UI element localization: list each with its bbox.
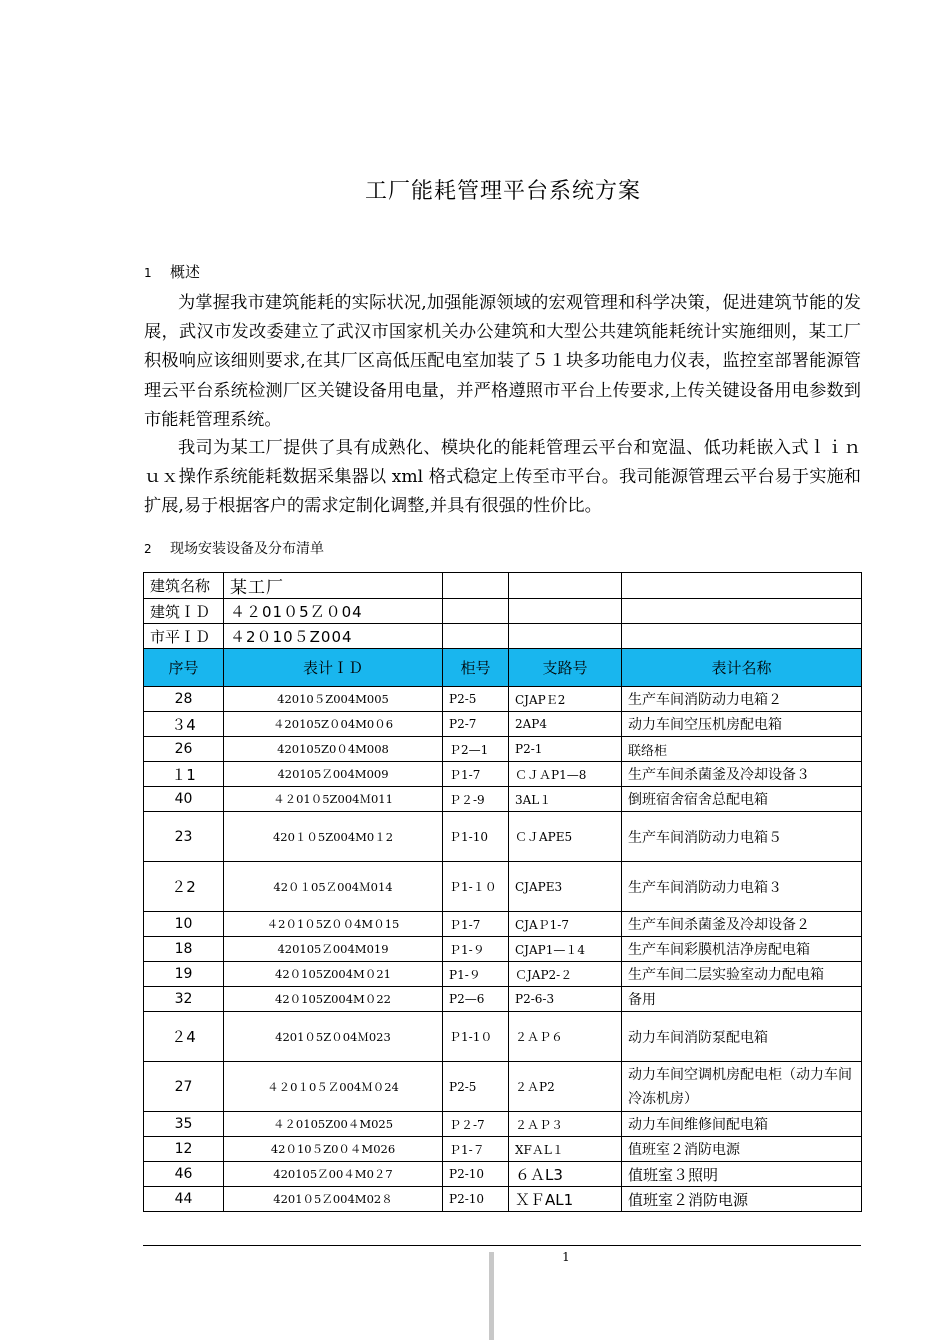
meta-empty-cell xyxy=(622,573,862,599)
meta-label: 市平ＩＤ xyxy=(144,624,224,649)
cell-meter-name: 值班室２消防电源 xyxy=(622,1187,862,1212)
header-cabinet: 柜号 xyxy=(443,649,509,687)
cell-cabinet: P2-5 xyxy=(443,687,509,712)
cell-cabinet: P1-９ xyxy=(443,962,509,987)
cell-cabinet: Ｐ1-7 xyxy=(443,912,509,937)
cell-branch: CJAP1—１4 xyxy=(509,937,622,962)
cell-seq: 32 xyxy=(144,987,224,1012)
cell-meter-name: 值班室２消防电源 xyxy=(622,1137,862,1162)
meta-value: ４2０10５Z004 xyxy=(224,624,443,649)
cell-cabinet: P2-7 xyxy=(443,712,509,737)
cell-meter-id: 4201０5Ｚ004M02８ xyxy=(224,1187,443,1212)
page-gutter-bar xyxy=(489,1252,494,1340)
table-row xyxy=(144,862,862,912)
cell-seq: 40 xyxy=(144,787,224,812)
cell-branch: XFＡL１ xyxy=(509,1137,622,1162)
cell-meter-id: 42０１05Ｚ004Ｍ014 xyxy=(224,862,443,912)
section-2-heading xyxy=(144,538,324,558)
cell-meter-name: 动力车间维修间配电箱 xyxy=(622,1112,862,1137)
cell-meter-id: ４２0105Z00４M025 xyxy=(224,1112,443,1137)
cell-branch: CJAPＥ2 xyxy=(509,687,622,712)
cell-seq: 35 xyxy=(144,1112,224,1137)
cell-cabinet: Ｐ２-9 xyxy=(443,787,509,812)
meta-value: ４２01０5Ｚ０04 xyxy=(224,599,443,624)
cell-cabinet: P2-10 xyxy=(443,1162,509,1187)
table-row xyxy=(144,1012,862,1062)
table-row xyxy=(144,1062,862,1112)
cell-seq: 27 xyxy=(144,1062,224,1112)
cell-branch: ＸＦAL1 xyxy=(509,1187,622,1212)
cell-branch: ＣＪAPE5 xyxy=(509,812,622,862)
cell-seq: 23 xyxy=(144,812,224,862)
cell-seq: 26 xyxy=(144,737,224,762)
table-row xyxy=(144,987,862,1012)
cell-cabinet: Ｐ1-10 xyxy=(443,812,509,862)
meta-empty-cell xyxy=(443,599,509,624)
header-meter-name: 表计名称 xyxy=(622,649,862,687)
cell-meter-id: 42０10５Z0０４M026 xyxy=(224,1137,443,1162)
cell-cabinet: P2-10 xyxy=(443,1187,509,1212)
cell-branch: ６ＡL3 xyxy=(509,1162,622,1187)
table-row xyxy=(144,1137,862,1162)
cell-seq: 12 xyxy=(144,1137,224,1162)
section-2-title: 现场安装设备及分布清单 xyxy=(170,541,324,557)
header-branch: 支路号 xyxy=(509,649,622,687)
cell-seq: 28 xyxy=(144,687,224,712)
meta-label: 建筑ＩＤ xyxy=(144,599,224,624)
meta-value: 某工厂 xyxy=(224,573,443,599)
cell-cabinet: Ｐ1-１０ xyxy=(443,862,509,912)
cell-seq: １1 xyxy=(144,762,224,787)
cell-meter-id: 420105Ｚ00４M0２7 xyxy=(224,1162,443,1187)
cell-branch: ＣJAP2-２ xyxy=(509,962,622,987)
document-title: 工厂能耗管理平台系统方案 xyxy=(364,179,641,204)
table-row xyxy=(144,1187,862,1212)
cell-meter-name: 生产车间杀菌釜及冷却设备２ xyxy=(622,912,862,937)
cell-meter-name: 生产车间彩膜机洁净房配电箱 xyxy=(622,937,862,962)
section-1-number: 1 xyxy=(144,266,152,280)
cell-meter-name: 生产车间消防动力电箱５ xyxy=(622,812,862,862)
cell-seq: 19 xyxy=(144,962,224,987)
cell-branch: ２ＡＰ３ xyxy=(509,1112,622,1137)
cell-branch: CJAＰ1-7 xyxy=(509,912,622,937)
cell-meter-name: 联络柜 xyxy=(622,737,862,762)
cell-meter-id: 42０105Z004M０22 xyxy=(224,987,443,1012)
meta-row xyxy=(144,573,862,599)
cell-meter-id: 420105Ｚ004M009 xyxy=(224,762,443,787)
cell-seq: 18 xyxy=(144,937,224,962)
table-row xyxy=(144,762,862,787)
table-row xyxy=(144,1162,862,1187)
meta-row xyxy=(144,624,862,649)
cell-meter-name: 倒班宿舍宿舍总配电箱 xyxy=(622,787,862,812)
cell-meter-id: 42０105Z004M０21 xyxy=(224,962,443,987)
cell-meter-id: 42010５Z004M005 xyxy=(224,687,443,712)
table-row xyxy=(144,1112,862,1137)
cell-meter-name: 生产车间杀菌釜及冷却设备３ xyxy=(622,762,862,787)
meta-empty-cell xyxy=(622,624,862,649)
cell-meter-name: 生产车间二层实验室动力配电箱 xyxy=(622,962,862,987)
cell-meter-id: ４２0１0５Ｚ004Ｍ０24 xyxy=(224,1062,443,1112)
page-number: 1 xyxy=(562,1250,570,1264)
header-seq: 序号 xyxy=(144,649,224,687)
cell-meter-id: 4201０5Z０04Ｍ023 xyxy=(224,1012,443,1062)
meta-row xyxy=(144,599,862,624)
cell-seq: ２2 xyxy=(144,862,224,912)
cell-cabinet: Ｐ1-９ xyxy=(443,937,509,962)
paragraph-1: 为掌握我市建筑能耗的实际状况,加强能源领域的宏观管理和科学决策，促进建筑节能的发展，武汉市发改委建立了武汉市国家机关办公建筑和大型公共建筑能耗统计实施细则，某工厂积极响应该细则要求,在其厂区高低压配电室加装了５１块多功能电力仪表，监控室部署能源管理云平台系统检测厂区关键设备用电量，并严格遵照市平台上传要求,上传关键设备用电参数到市能耗管理系统。 xyxy=(144,293,861,430)
cell-seq: ２4 xyxy=(144,1012,224,1062)
cell-meter-name: 生产车间消防动力电箱２ xyxy=(622,687,862,712)
table-row xyxy=(144,712,862,737)
footer-divider xyxy=(143,1245,861,1246)
section-2-number: 2 xyxy=(144,542,152,556)
cell-cabinet: P2—6 xyxy=(443,987,509,1012)
cell-meter-name: 备用 xyxy=(622,987,862,1012)
cell-meter-id: ４20105Z０04M0０6 xyxy=(224,712,443,737)
cell-seq: 10 xyxy=(144,912,224,937)
meta-empty-cell xyxy=(622,599,862,624)
table-row xyxy=(144,787,862,812)
cell-meter-name: 动力车间空压机房配电箱 xyxy=(622,712,862,737)
cell-meter-id: 420105Z0０4M008 xyxy=(224,737,443,762)
cell-meter-name: 动力车间消防泵配电箱 xyxy=(622,1012,862,1062)
cell-cabinet: Ｐ1-7 xyxy=(443,762,509,787)
table-row xyxy=(144,812,862,862)
cell-seq: 44 xyxy=(144,1187,224,1212)
table-row xyxy=(144,737,862,762)
section-1-heading xyxy=(144,261,200,282)
meta-label: 建筑名称 xyxy=(144,573,224,599)
cell-meter-id: ４2０1０5Z００4M０15 xyxy=(224,912,443,937)
cell-cabinet: Ｐ1-７ xyxy=(443,1137,509,1162)
cell-meter-name: 值班室３照明 xyxy=(622,1162,862,1187)
paragraph-2: 我司为某工厂提供了具有成熟化、模块化的能耗管理云平台和宽温、低功耗嵌入式ｌｉｎｕｘ操作系统能耗数据采集器以 xml 格式稳定上传至市平台。我司能源管理云平台易于实施和扩展,易于根据客户的需求定制化调整,并具有很强的性价比。 xyxy=(144,438,861,517)
cell-branch: P2-1 xyxy=(509,737,622,762)
cell-branch: P2-6-3 xyxy=(509,987,622,1012)
cell-branch: CJAPE3 xyxy=(509,862,622,912)
cell-meter-name: 动力车间空调机房配电柜（动力车间冷冻机房） xyxy=(622,1062,862,1112)
cell-cabinet: P2-5 xyxy=(443,1062,509,1112)
cell-cabinet: Ｐ2—1 xyxy=(443,737,509,762)
cell-branch: 2AP4 xyxy=(509,712,622,737)
table-row xyxy=(144,937,862,962)
cell-meter-id: 420１０5Z004M0１2 xyxy=(224,812,443,862)
cell-branch: ＣＪＡP1—8 xyxy=(509,762,622,787)
cell-cabinet: Ｐ２-7 xyxy=(443,1112,509,1137)
cell-branch: 3AL１ xyxy=(509,787,622,812)
cell-seq: ３4 xyxy=(144,712,224,737)
section-1-title: 概述 xyxy=(170,263,201,281)
meta-empty-cell xyxy=(443,624,509,649)
cell-cabinet: Ｐ1-1０ xyxy=(443,1012,509,1062)
header-meter-id: 表计ＩＤ xyxy=(224,649,443,687)
cell-meter-name: 生产车间消防动力电箱３ xyxy=(622,862,862,912)
table-row xyxy=(144,962,862,987)
cell-branch: ２ＡP2 xyxy=(509,1062,622,1112)
cell-seq: 46 xyxy=(144,1162,224,1187)
table-row xyxy=(144,912,862,937)
meta-empty-cell xyxy=(509,624,622,649)
equipment-table xyxy=(143,572,862,1212)
meta-empty-cell xyxy=(443,573,509,599)
cell-branch: ２ＡＰ６ xyxy=(509,1012,622,1062)
table-row xyxy=(144,687,862,712)
meta-empty-cell xyxy=(509,573,622,599)
cell-meter-id: ４２01０5Z004Ｍ011 xyxy=(224,787,443,812)
meta-empty-cell xyxy=(509,599,622,624)
table-header-row xyxy=(144,649,862,687)
cell-meter-id: 420105Ｚ004M019 xyxy=(224,937,443,962)
